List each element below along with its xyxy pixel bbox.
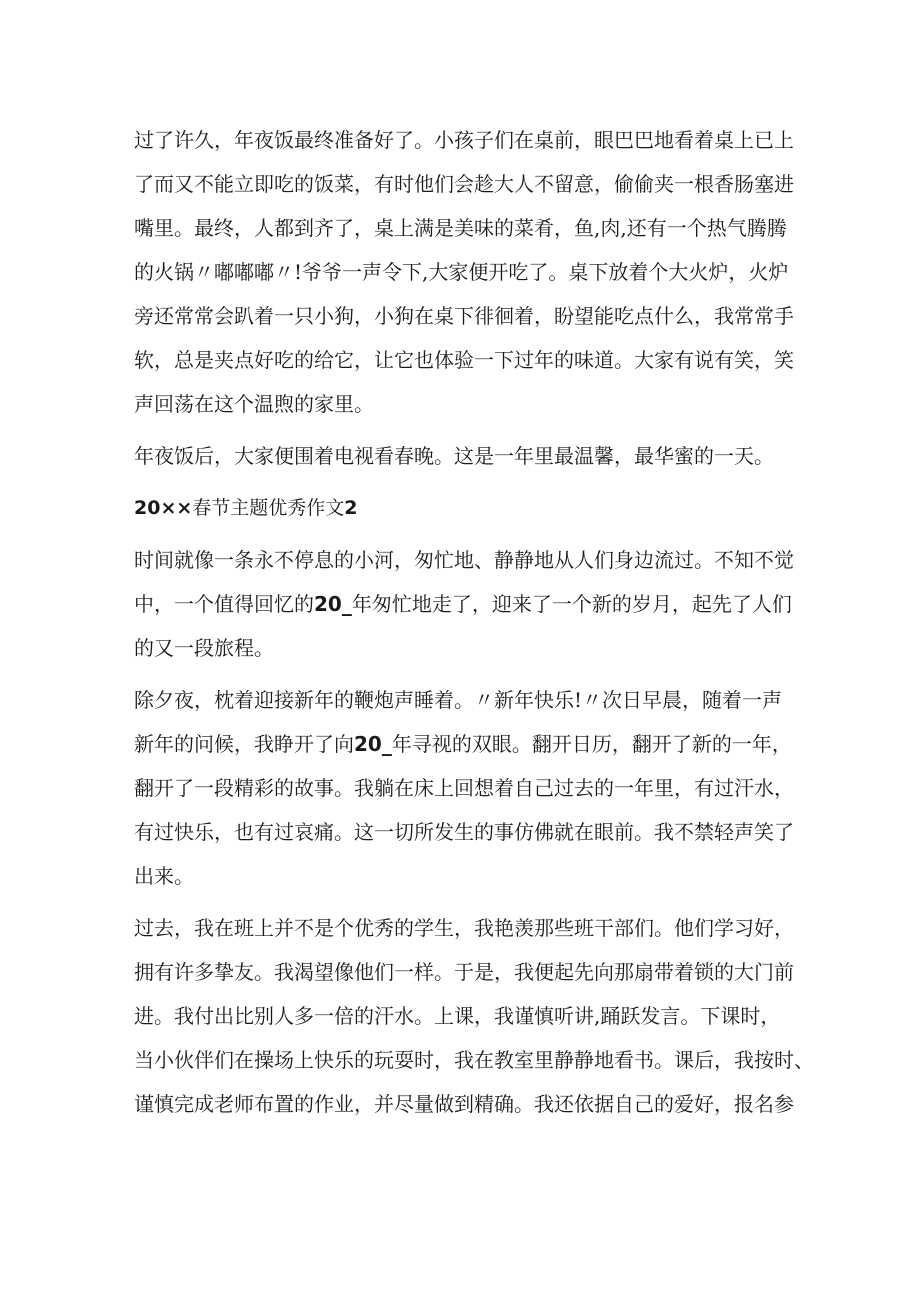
text-line — [134, 810, 794, 854]
text-line — [134, 1082, 794, 1126]
text-line: 过了许久，年夜饭最终准备好了。小孩子们在桌前，眼巴巴地看着桌上已上 — [134, 128, 794, 152]
paragraph — [134, 118, 794, 426]
text-segment: 当小伙伴们在操场上快乐的玩耍时，我在教室里静静地看书。课后，我按时、 — [134, 1048, 814, 1072]
text-segment: 除夕夜，枕着迎接新年的鞭炮声睡着。〃新年快乐!〃次日早晨，随着一声 — [134, 688, 783, 712]
text-segment: 谨慎完成老师布置的作业，并尽量做到精确。我还依据自己的爱好，报名参 — [134, 1092, 794, 1116]
section-heading — [134, 486, 794, 530]
paragraph — [134, 906, 814, 1126]
text-line: 了而又不能立即吃的饭菜，有时他们会趁大人不留意，偷偷夹一根香肠塞进 — [134, 172, 794, 196]
text-line: 嘴里。最终，人都到齐了，桌上满是美味的菜肴，鱼,肉,还有一个热气腾腾 — [134, 216, 787, 240]
text-line — [134, 994, 794, 1038]
text-segment: 新年的问候，我睁开了向 — [134, 732, 354, 756]
text-segment: 有过快乐，也有过哀痛。这一切所发生的事仿佛就在眼前。我不禁轻声笑了 — [134, 820, 794, 844]
text-line — [134, 1038, 814, 1082]
text-segment: 年匆忙地走了，迎来了一个新的岁月，起先了人们 — [351, 592, 792, 616]
text-line — [134, 538, 794, 582]
text-line: 旁还常常会趴着一只小狗，小狗在桌下徘徊着，盼望能吃点什么，我常常手 — [134, 304, 794, 328]
text-segment: 的又一段旅程。 — [134, 636, 274, 660]
text-line — [134, 722, 794, 766]
heading-number: 20×× — [134, 497, 193, 519]
paragraph — [134, 678, 794, 898]
text-line — [134, 582, 794, 626]
text-line: 年夜饭后，大家便围着电视看春晚。这是一年里最温馨，最华蜜的一天。 — [134, 444, 774, 468]
text-segment: 中，一个值得回忆的 — [134, 592, 314, 616]
text-line — [134, 766, 794, 810]
document-body — [134, 118, 814, 1126]
text-segment: 进。我付出比别人多一倍的汗水。上课，我谨慎听讲,踊跃发言。下课时， — [134, 1004, 781, 1028]
text-line — [134, 854, 794, 898]
text-line — [134, 906, 794, 950]
text-segment: 时间就像一条永不停息的小河，匆忙地、静静地从人们身边流过。不知不觉 — [134, 548, 794, 572]
text-segment: 拥有许多挚友。我渴望像他们一样。于是，我便起先向那扇带着锁的大门前 — [134, 960, 794, 984]
text-segment: 过去，我在班上并不是个优秀的学生，我艳羡那些班干部们。他们学习好， — [134, 916, 794, 940]
paragraph — [134, 538, 794, 670]
paragraph — [134, 434, 794, 478]
text-line — [134, 678, 794, 722]
text-segment: 出来。 — [134, 864, 194, 888]
text-line — [134, 626, 794, 670]
year-placeholder: 20_ — [354, 732, 392, 756]
text-line: 声回荡在这个温煦的家里。 — [134, 392, 374, 416]
heading-suffix: 2 — [344, 497, 358, 519]
text-line: 软，总是夹点好吃的给它，让它也体验一下过年的味道。大家有说有笑，笑 — [134, 348, 794, 372]
text-segment: 翻开了一段精彩的故事。我躺在床上回想着自己过去的一年里，有过汗水， — [134, 776, 794, 800]
heading-text: 春节主题优秀作文 — [192, 497, 345, 519]
text-segment: 年寻视的双眼。翻开日历，翻开了新的一年， — [391, 732, 792, 756]
text-line: 的火锅〃嘟嘟嘟〃!爷爷一声令下,大家便开吃了。桌下放着个大火炉，火炉 — [134, 260, 789, 284]
year-placeholder: 20_ — [314, 592, 352, 616]
text-line — [134, 950, 794, 994]
